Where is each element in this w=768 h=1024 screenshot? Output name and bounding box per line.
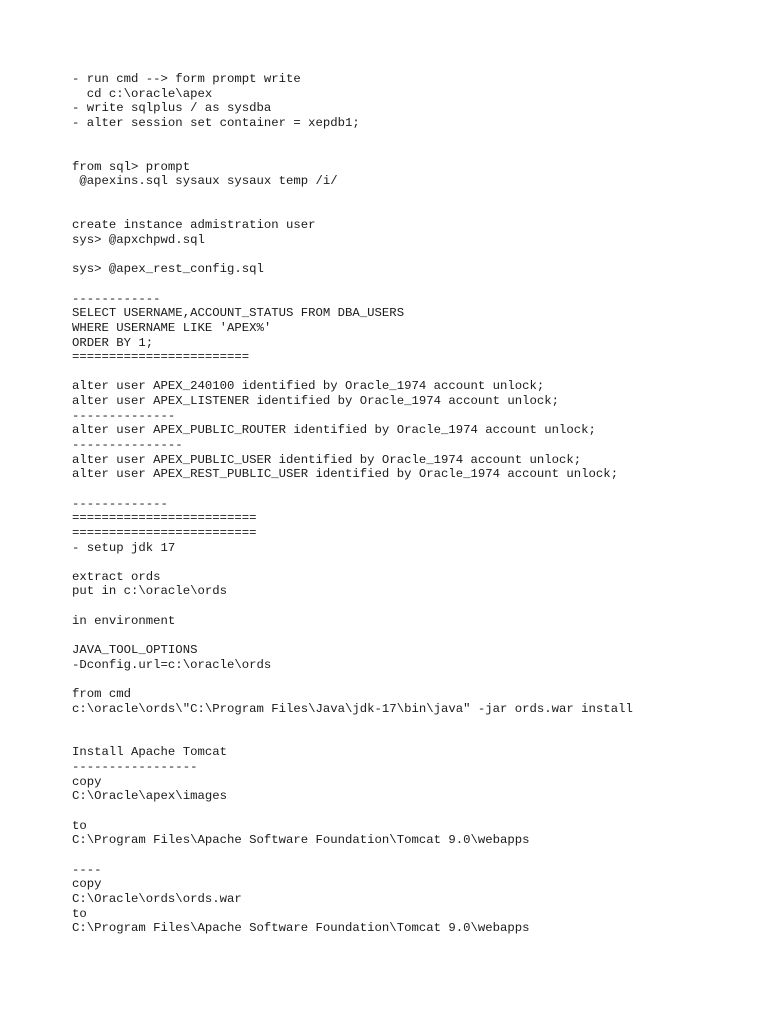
blank-line — [72, 672, 752, 687]
text-line: - alter session set container = xepdb1; — [72, 115, 360, 130]
text-line: JAVA_TOOL_OPTIONS — [72, 642, 198, 657]
separator-line: --------------- — [72, 438, 183, 453]
blank-line — [72, 145, 752, 160]
separator-line: ========================= — [72, 511, 257, 526]
text-line: in environment — [72, 613, 176, 628]
text-line: copy — [72, 774, 102, 789]
text-line: create instance admistration user — [72, 218, 316, 233]
text-line: to — [72, 818, 87, 833]
text-line: - run cmd --> form prompt write — [72, 72, 301, 86]
text-line: alter user APEX_PUBLIC_USER identified by Oracle_1974 account unlock; — [72, 452, 582, 467]
text-line: Install Apache Tomcat — [72, 745, 227, 760]
text-line: sys> @apxchpwd.sql — [72, 233, 205, 248]
blank-line — [72, 482, 752, 497]
text-line: sys> @apex_rest_config.sql — [72, 262, 264, 277]
separator-line: ----------------- — [72, 760, 198, 775]
text-line: from sql> prompt — [72, 159, 191, 174]
document-page — [72, 72, 752, 936]
separator-line: -------------- — [72, 408, 176, 423]
separator-line: ------------ — [72, 291, 161, 306]
blank-line — [72, 731, 752, 746]
text-line: C:\Oracle\ords\ords.war — [72, 891, 242, 906]
text-line: from cmd — [72, 686, 132, 701]
blank-line — [72, 848, 752, 863]
text-line: alter user APEX_LISTENER identified by Oracle_1974 account unlock; — [72, 394, 560, 409]
text-line: put in c:\oracle\ords — [72, 584, 227, 599]
separator-line: ========================= — [72, 525, 257, 540]
text-line: C:\Oracle\apex\images — [72, 789, 227, 804]
blank-line — [72, 248, 752, 263]
text-line: copy — [72, 877, 102, 892]
separator-line: ------------- — [72, 496, 168, 511]
text-line: -Dconfig.url=c:\oracle\ords — [72, 657, 272, 672]
text-line: extract ords — [72, 569, 161, 584]
text-line: C:\Program Files\Apache Software Foundation\Tomcat 9.0\webapps — [72, 921, 530, 936]
blank-line — [72, 716, 752, 731]
blank-line — [72, 189, 752, 204]
text-line: alter user APEX_PUBLIC_ROUTER identified by Oracle_1974 account unlock; — [72, 423, 596, 438]
blank-line — [72, 555, 752, 570]
text-line: WHERE USERNAME LIKE 'APEX%' — [72, 320, 272, 335]
blank-line — [72, 628, 752, 643]
text-line: - write sqlplus / as sysdba — [72, 101, 272, 116]
text-line: cd c:\oracle\apex — [72, 86, 213, 101]
separator-line: ======================== — [72, 350, 250, 365]
blank-line — [72, 599, 752, 614]
blank-line — [72, 804, 752, 819]
text-line: C:\Program Files\Apache Software Foundation\Tomcat 9.0\webapps — [72, 833, 530, 848]
text-line: to — [72, 906, 87, 921]
blank-line — [72, 365, 752, 380]
text-line: - setup jdk 17 — [72, 540, 176, 555]
text-line: SELECT USERNAME,ACCOUNT_STATUS FROM DBA_USERS — [72, 306, 405, 321]
blank-line — [72, 277, 752, 292]
text-line: alter user APEX_240100 identified by Oracle_1974 account unlock; — [72, 379, 545, 394]
separator-line: ---- — [72, 862, 102, 877]
text-line: ORDER BY 1; — [72, 335, 154, 350]
text-line: alter user APEX_REST_PUBLIC_USER identified by Oracle_1974 account unlock; — [72, 467, 619, 482]
blank-line — [72, 131, 752, 146]
blank-line — [72, 204, 752, 219]
text-line: @apexins.sql sysaux sysaux temp /i/ — [72, 174, 338, 189]
text-line: c:\oracle\ords\"C:\Program Files\Java\jdk-17\bin\java" -jar ords.war install — [72, 701, 633, 716]
